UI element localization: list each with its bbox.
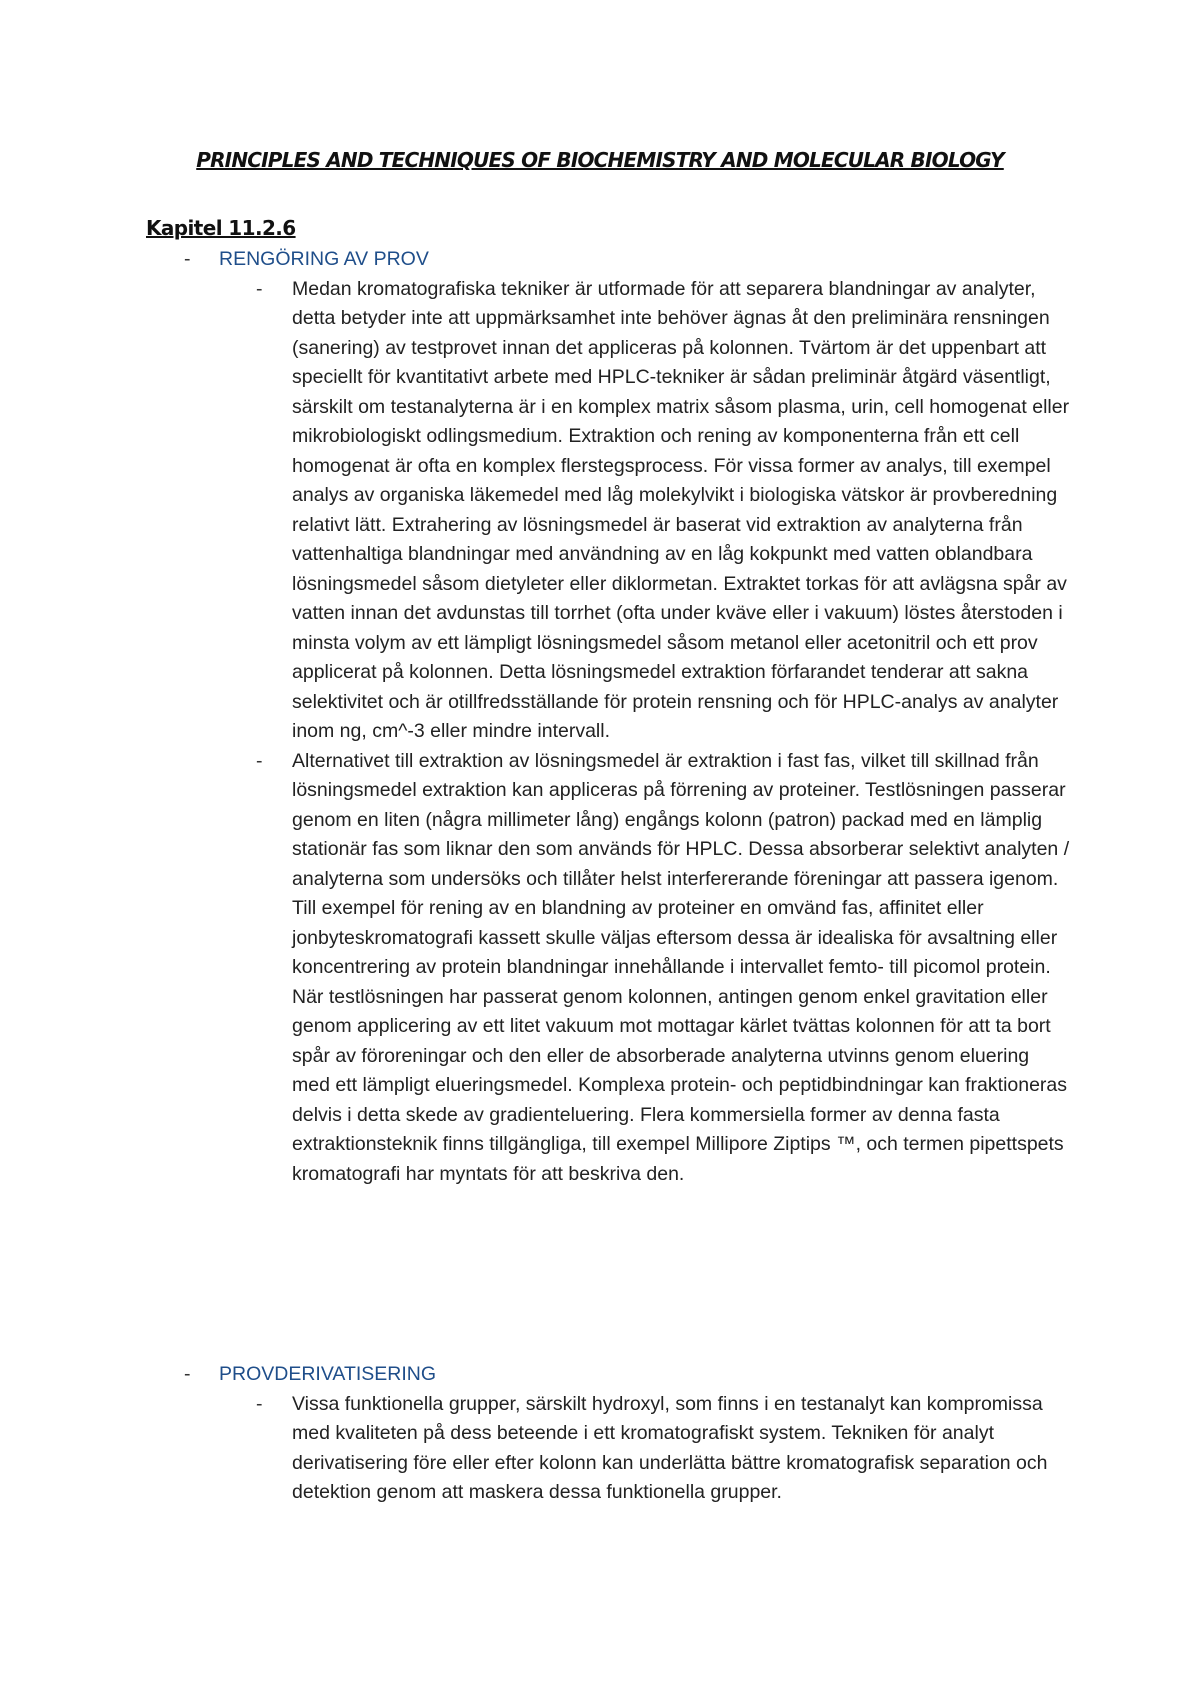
section-provderivatisering <box>0 1360 1200 1508</box>
bullet-dash: - <box>256 749 263 772</box>
paragraph-text: Alternativet till extraktion av lösningsmedel är extraktion i fast fas, vilket till skillnad från lösningsmedel extraktion kan appliceras på förrening av proteiner. Testlösningen passerar genom en liten (några millimeter lång) engångs kolonn (patron) packad med en lämplig stationär fas som liknar den som används för HPLC. Dessa absorberar selektivt analyten / analyterna som undersöks och tillåter helst interfererande föreningar att passera igenom. Till exempel för rening av en blandning av proteiner en omvänd fas, affinitet eller jonbyteskromatografi kassett skulle väljas eftersom dessa är idealiska för avsaltning eller koncentrering av protein blandningar innehållande i intervallet femto- till picomol protein. När testlösningen har passerat genom kolonnen, antingen genom enkel gravitation eller genom applicering av ett litet vakuum mot mottagar kärlet tvättas kolonnen för att ta bort spår av föroreningar och den eller de absorberade analyterna utvinns genom eluering med ett lämpligt elueringsmedel. Komplexa protein- och peptidbindningar kan fraktioneras delvis i detta skede av gradienteluering. Flera kommersiella former av denna fasta extraktionsteknik finns tillgängliga, till exempel Millipore Ziptips ™, och termen pipettspets kromatografi har myntats för att beskriva den. <box>292 749 1070 1185</box>
bullet-dash: - <box>256 277 263 300</box>
section-heading <box>0 245 1200 275</box>
chapter-heading: Kapitel 11.2.6 <box>146 216 296 240</box>
section-heading <box>0 1360 1200 1390</box>
paragraph-text: Vissa funktionella grupper, särskilt hydroxyl, som finns i en testanalyt kan kompromissa med kvaliteten på dess beteende i ett kromatografiskt system. Tekniken för analyt derivatisering före eller efter kolonn kan underlätta bättre kromatografisk separation och detektion genom att maskera dessa funktionella grupper. <box>292 1392 1048 1503</box>
bullet-dash: - <box>256 1392 263 1415</box>
document-title: PRINCIPLES AND TECHNIQUES OF BIOCHEMISTRY AND MOLECULAR BIOLOGY <box>196 148 1004 172</box>
bullet-dash: - <box>184 1363 191 1385</box>
paragraph <box>0 1390 1072 1508</box>
paragraph <box>0 747 1072 1190</box>
section-rengoring <box>0 245 1200 1189</box>
paragraph <box>0 275 1072 747</box>
paragraph-text: Medan kromatografiska tekniker är utformade för att separera blandningar av analyter, detta betyder inte att uppmärksamhet inte behöver ägnas åt den preliminära rensningen (sanering) av testprovet innan det appliceras på kolonnen. Tvärtom är det uppenbart att speciellt för kvantitativt arbete med HPLC-tekniker är sådan preliminär åtgärd väsentligt, särskilt om testanalyterna är i en komplex matrix såsom plasma, urin, cell homogenat eller mikrobiologiskt odlingsmedium. Extraktion och rening av komponenterna från ett cell homogenat är ofta en komplex flerstegsprocess. För vissa former av analys, till exempel analys av organiska läkemedel med låg molekylvikt i biologiska vätskor är provberedning relativt lätt. Extrahering av lösningsmedel är baserat vid extraktion av analyterna från vattenhaltiga blandningar med användning av en låg kokpunkt med vatten oblandbara lösningsmedel såsom dietyleter eller diklormetan. Extraktet torkas för att avlägsna spår av vatten innan det avdunstas till torrhet (ofta under kväve eller i vakuum) löstes återstoden i minsta volym av ett lämpligt lösningsmedel såsom metanol eller acetonitril och ett prov applicerat på kolonnen. Detta lösningsmedel extraktion förfarandet tenderar att sakna selektivitet och är otillfredsställande för protein rensning och för HPLC-analys av analyter inom ng, cm^-3 eller mindre intervall. <box>292 277 1070 742</box>
bullet-dash: - <box>184 248 191 270</box>
section-heading-text: PROVDERIVATISERING <box>219 1363 437 1385</box>
section-heading-text: RENGÖRING AV PROV <box>219 248 429 270</box>
